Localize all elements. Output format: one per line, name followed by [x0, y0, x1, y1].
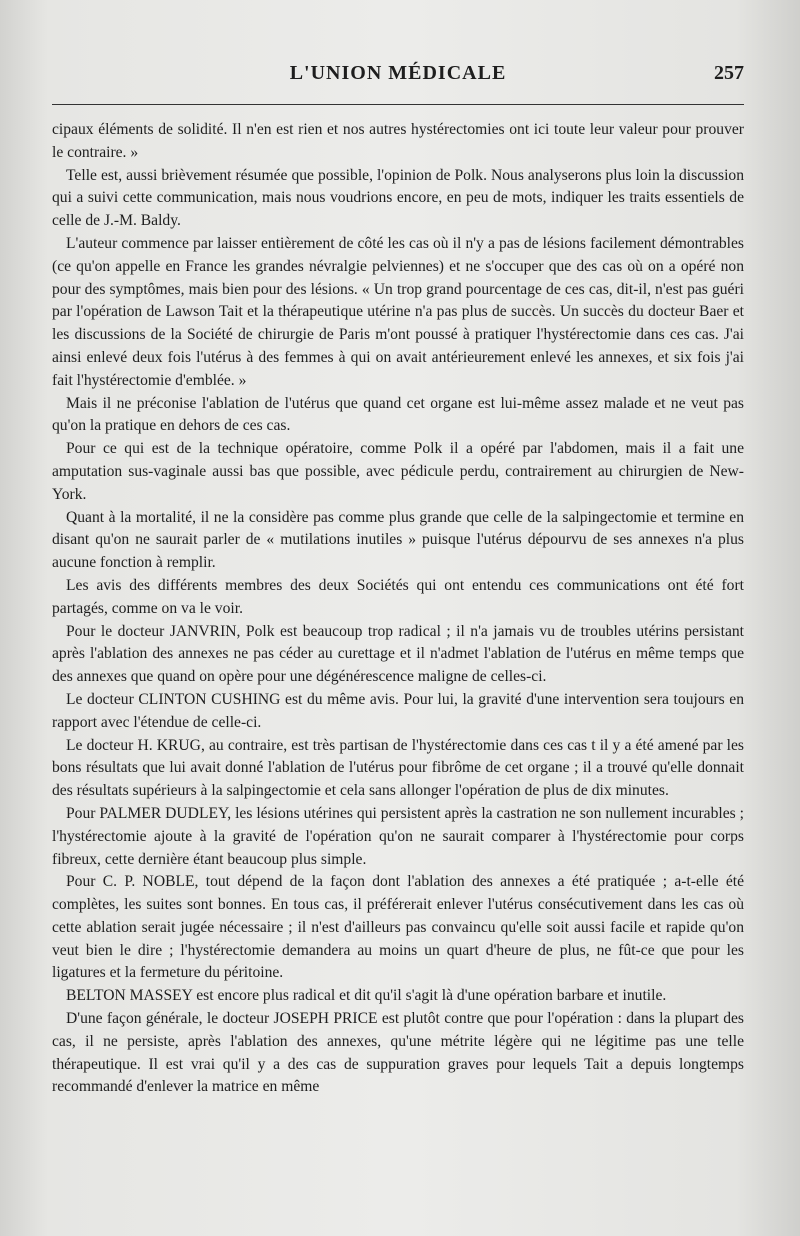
- running-header: [52, 62, 744, 96]
- journal-title: L'UNION MÉDICALE: [289, 62, 507, 84]
- paragraph: Telle est, aussi brièvement résumée que possible, l'opinion de Polk. Nous analyserons plus loin la discussion qui a suivi cette communication, mais nous voudrions encore, en peu de mots, indiquer les traits essentiels de celle de J.-M. Baldy.: [52, 166, 744, 230]
- paragraph: D'une façon générale, le docteur JOSEPH PRICE est plutôt contre que pour l'opération : dans la plupart des cas, il ne persiste, après l'ablation des annexes, qu'une métrite légère qui ne légitime pas une telle thérapeutique. Il est vrai qu'il y a des cas de suppuration graves pour lequels Tait a depuis longtemps recommandé d'enlever la matrice en même: [52, 1010, 744, 1096]
- paragraph: Pour le docteur JANVRIN, Polk est beaucoup trop radical ; il n'a jamais vu de troubles utérins persistant après l'ablation des annexes ne pas céder au curettage et il n'admet l'ablation de l'utérus en même temps que des annexes que quand on opère pour une dégénérescence maligne de celles-ci.: [52, 622, 744, 686]
- page-number: 257: [714, 62, 744, 84]
- paragraph: Le docteur H. KRUG, au contraire, est très partisan de l'hystérectomie dans ces cas t il y a été amené par les bons résultats que lui avait donné l'ablation de l'utérus pour fibrôme de cet organe ; il a trouvé qu'elle donnait des résultats supérieurs à la salpingectomie et cela sans allonger l'opération de plus de dix minutes.: [52, 736, 744, 800]
- paragraph: L'auteur commence par laisser entièrement de côté les cas où il n'y a pas de lésions facilement démontrables (ce qu'on appelle en France les grandes névralgie pelviennes) et ne s'occuper que des cas où on a opéré non pour des symptômes, mais bien pour des lésions. « Un trop grand pourcentage de ces cas, dit-il, n'est pas guéri par l'opération de Lawson Tait et la thérapeutique utérine n'a pas plus de succès. Un succès du docteur Baer et les discussions de la Société de chirurgie de Paris m'ont poussé à pratiquer l'hystérectomie dans ces cas. J'ai ainsi enlevé deux fois l'utérus à des femmes à qui on avait antérieurement enlevé les annexes, et six fois j'ai fait l'hystérectomie d'emblée. »: [52, 234, 744, 389]
- paragraph: cipaux éléments de solidité. Il n'en est rien et nos autres hystérectomies ont ici toute leur valeur pour prouver le contraire. »: [52, 121, 744, 161]
- paragraph: Les avis des différents membres des deux Sociétés qui ont entendu ces communications ont été fort partagés, comme on va le voir.: [52, 576, 744, 617]
- paragraph: Le docteur CLINTON CUSHING est du même avis. Pour lui, la gravité d'une intervention sera toujours en rapport avec l'étendue de celle-ci.: [52, 690, 744, 731]
- paragraph: Pour C. P. NOBLE, tout dépend de la façon dont l'ablation des annexes a été pratiquée ; a-t-elle été complètes, les suites sont bonnes. En tous cas, il préférerait enlever l'utérus consécutivement dans les cas où cette ablation serait jugée nécessaire ; il n'est d'ailleurs pas convaincu qu'elle soit aussi facile et rapide qu'on veut bien le dire ; l'hystérectomie demandera au moins un quart d'heure de plus, ne fût-ce que pour les ligatures et la fermeture du péritoine.: [52, 873, 744, 982]
- paragraph: Pour PALMER DUDLEY, les lésions utérines qui persistent après la castration ne son nullement incurables ; l'hystérectomie ajoute à la gravité de l'opération qu'on ne saurait comparer à l'hystérectomie pour corps fibreux, cette dernière étant beaucoup plus simple.: [52, 804, 744, 868]
- header-rule: [52, 104, 744, 105]
- paragraph: Quant à la mortalité, il ne la considère pas comme plus grande que celle de la salpingectomie et termine en disant qu'on ne saurait parler de « mutilations inutiles » puisque l'utérus dépourvu de ses annexes n'a plus aucune fonction à remplir.: [52, 508, 744, 572]
- article-body: [52, 119, 744, 1099]
- paragraph: Pour ce qui est de la technique opératoire, comme Polk il a opéré par l'abdomen, mais il a fait une amputation sus-vaginale aussi bas que possible, avec pédicule perdu, contrairement au chirurgien de New-York.: [52, 440, 744, 503]
- paragraph: Mais il ne préconise l'ablation de l'utérus que quand cet organe est lui-même assez malade et ne veut pas qu'on la pratique en dehors de ces cas.: [52, 394, 744, 435]
- paragraph: BELTON MASSEY est encore plus radical et dit qu'il s'agit là d'une opération barbare et inutile.: [66, 987, 667, 1005]
